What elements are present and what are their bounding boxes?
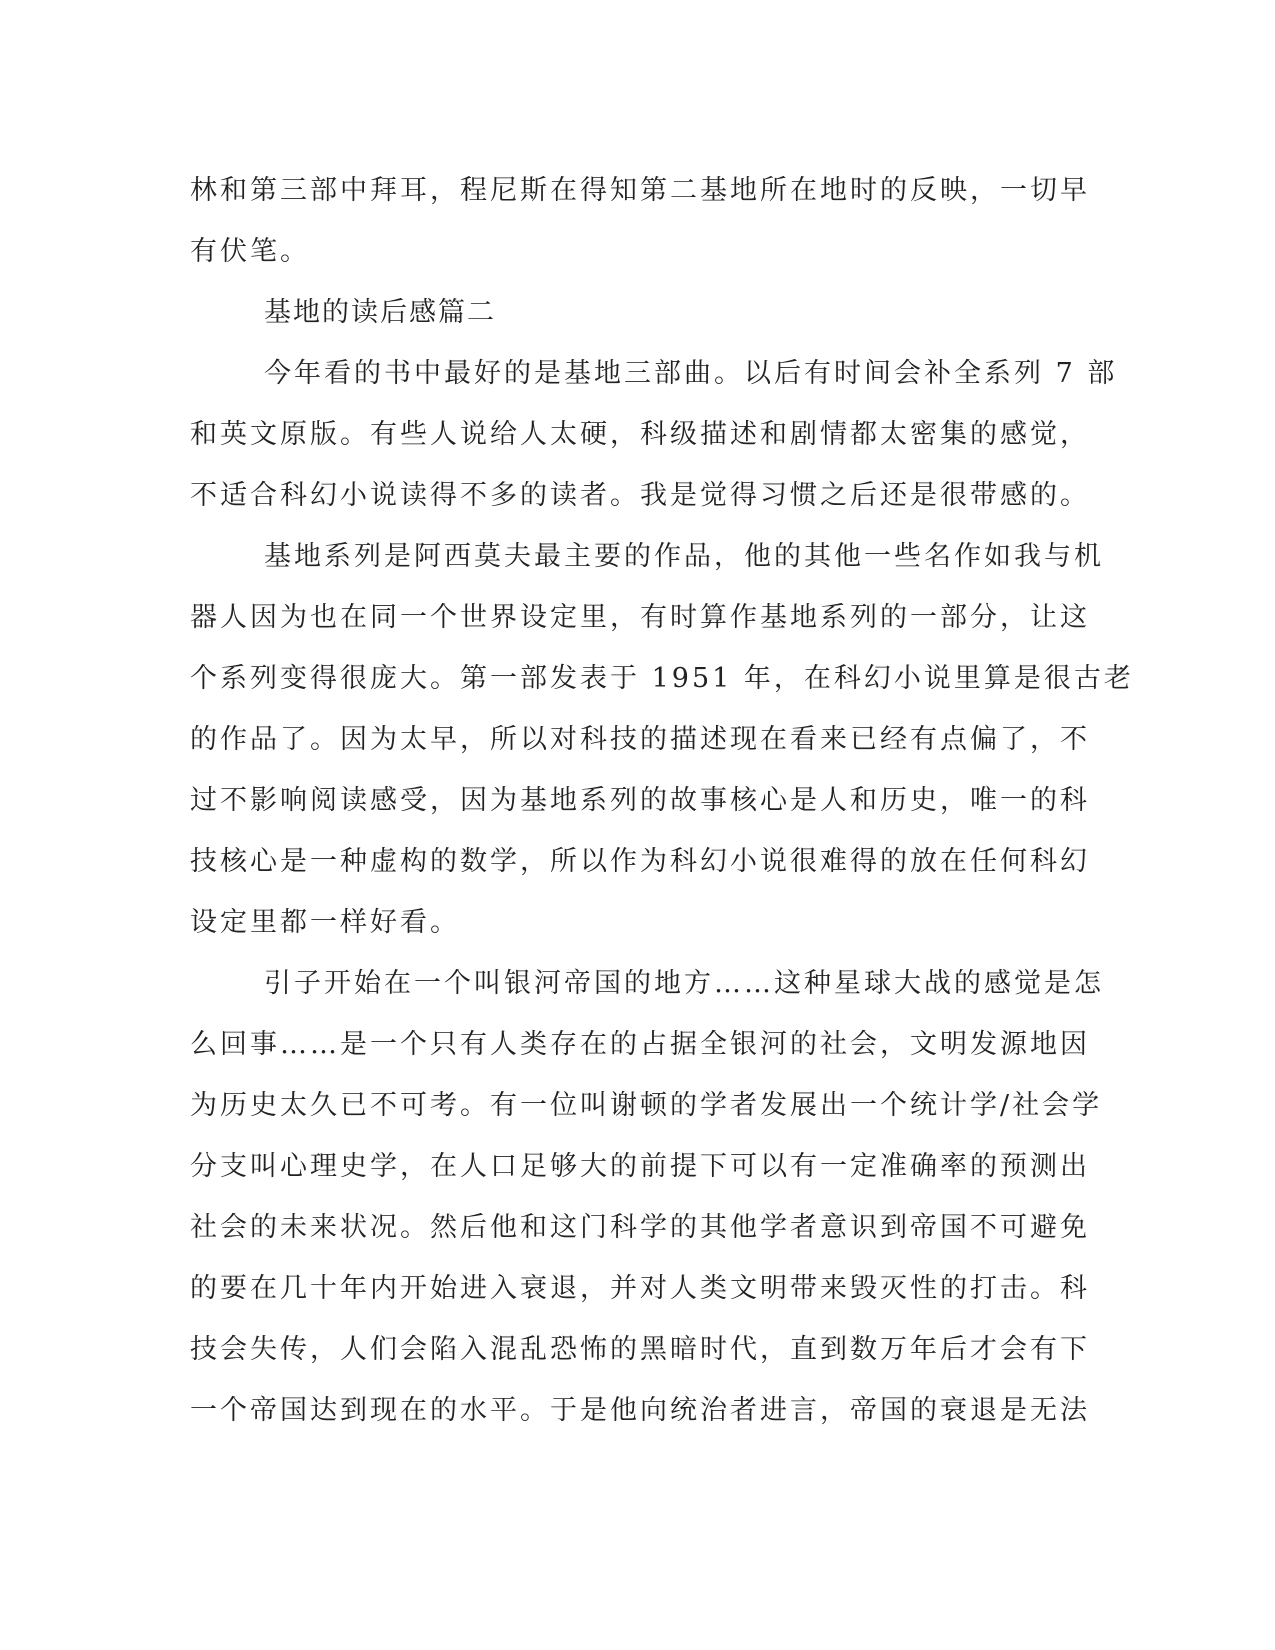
paragraph-start-line: 基地系列是阿西莫夫最主要的作品，他的其他一些名作如我与机	[264, 541, 1104, 572]
text-line: 么回事……是一个只有人类存在的占据全银河的社会，文明发源地因	[190, 1029, 1090, 1060]
text-line: 器人因为也在同一个世界设定里，有时算作基地系列的一部分，让这	[190, 602, 1090, 633]
text-line: 和英文原版。有些人说给人太硬，科级描述和剧情都太密集的感觉，	[190, 419, 1090, 450]
section-heading: 基地的读后感篇二	[264, 297, 496, 328]
text-line: 个系列变得很庞大。第一部发表于 1951 年，在科幻小说里算是很古老	[190, 663, 1134, 694]
text-line: 的作品了。因为太早，所以对科技的描述现在看来已经有点偏了，不	[190, 724, 1090, 755]
text-line: 有伏笔。	[190, 236, 310, 267]
text-line: 的要在几十年内开始进入衰退，并对人类文明带来毁灭性的打击。科	[190, 1273, 1090, 1304]
text-line: 林和第三部中拜耳，程尼斯在得知第二基地所在地时的反映，一切早	[190, 175, 1090, 206]
text-line: 过不影响阅读感受，因为基地系列的故事核心是人和历史，唯一的科	[190, 785, 1090, 816]
paragraph-start-line: 今年看的书中最好的是基地三部曲。以后有时间会补全系列 7 部	[264, 358, 1118, 389]
text-line: 技会失传，人们会陷入混乱恐怖的黑暗时代，直到数万年后才会有下	[190, 1334, 1090, 1365]
paragraph-start-line: 引子开始在一个叫银河帝国的地方……这种星球大战的感觉是怎	[264, 968, 1104, 999]
text-line: 技核心是一种虚构的数学，所以作为科幻小说很难得的放在任何科幻	[190, 846, 1090, 877]
text-line: 一个帝国达到现在的水平。于是他向统治者进言，帝国的衰退是无法	[190, 1395, 1090, 1426]
text-line: 为历史太久已不可考。有一位叫谢顿的学者发展出一个统计学/社会学	[190, 1090, 1103, 1121]
document-body	[190, 160, 1134, 1441]
text-line: 设定里都一样好看。	[190, 907, 460, 938]
text-line: 不适合科幻小说读得不多的读者。我是觉得习惯之后还是很带感的。	[190, 480, 1090, 511]
text-line: 社会的未来状况。然后他和这门科学的其他学者意识到帝国不可避免	[190, 1212, 1090, 1243]
text-line: 分支叫心理史学，在人口足够大的前提下可以有一定准确率的预测出	[190, 1151, 1090, 1182]
